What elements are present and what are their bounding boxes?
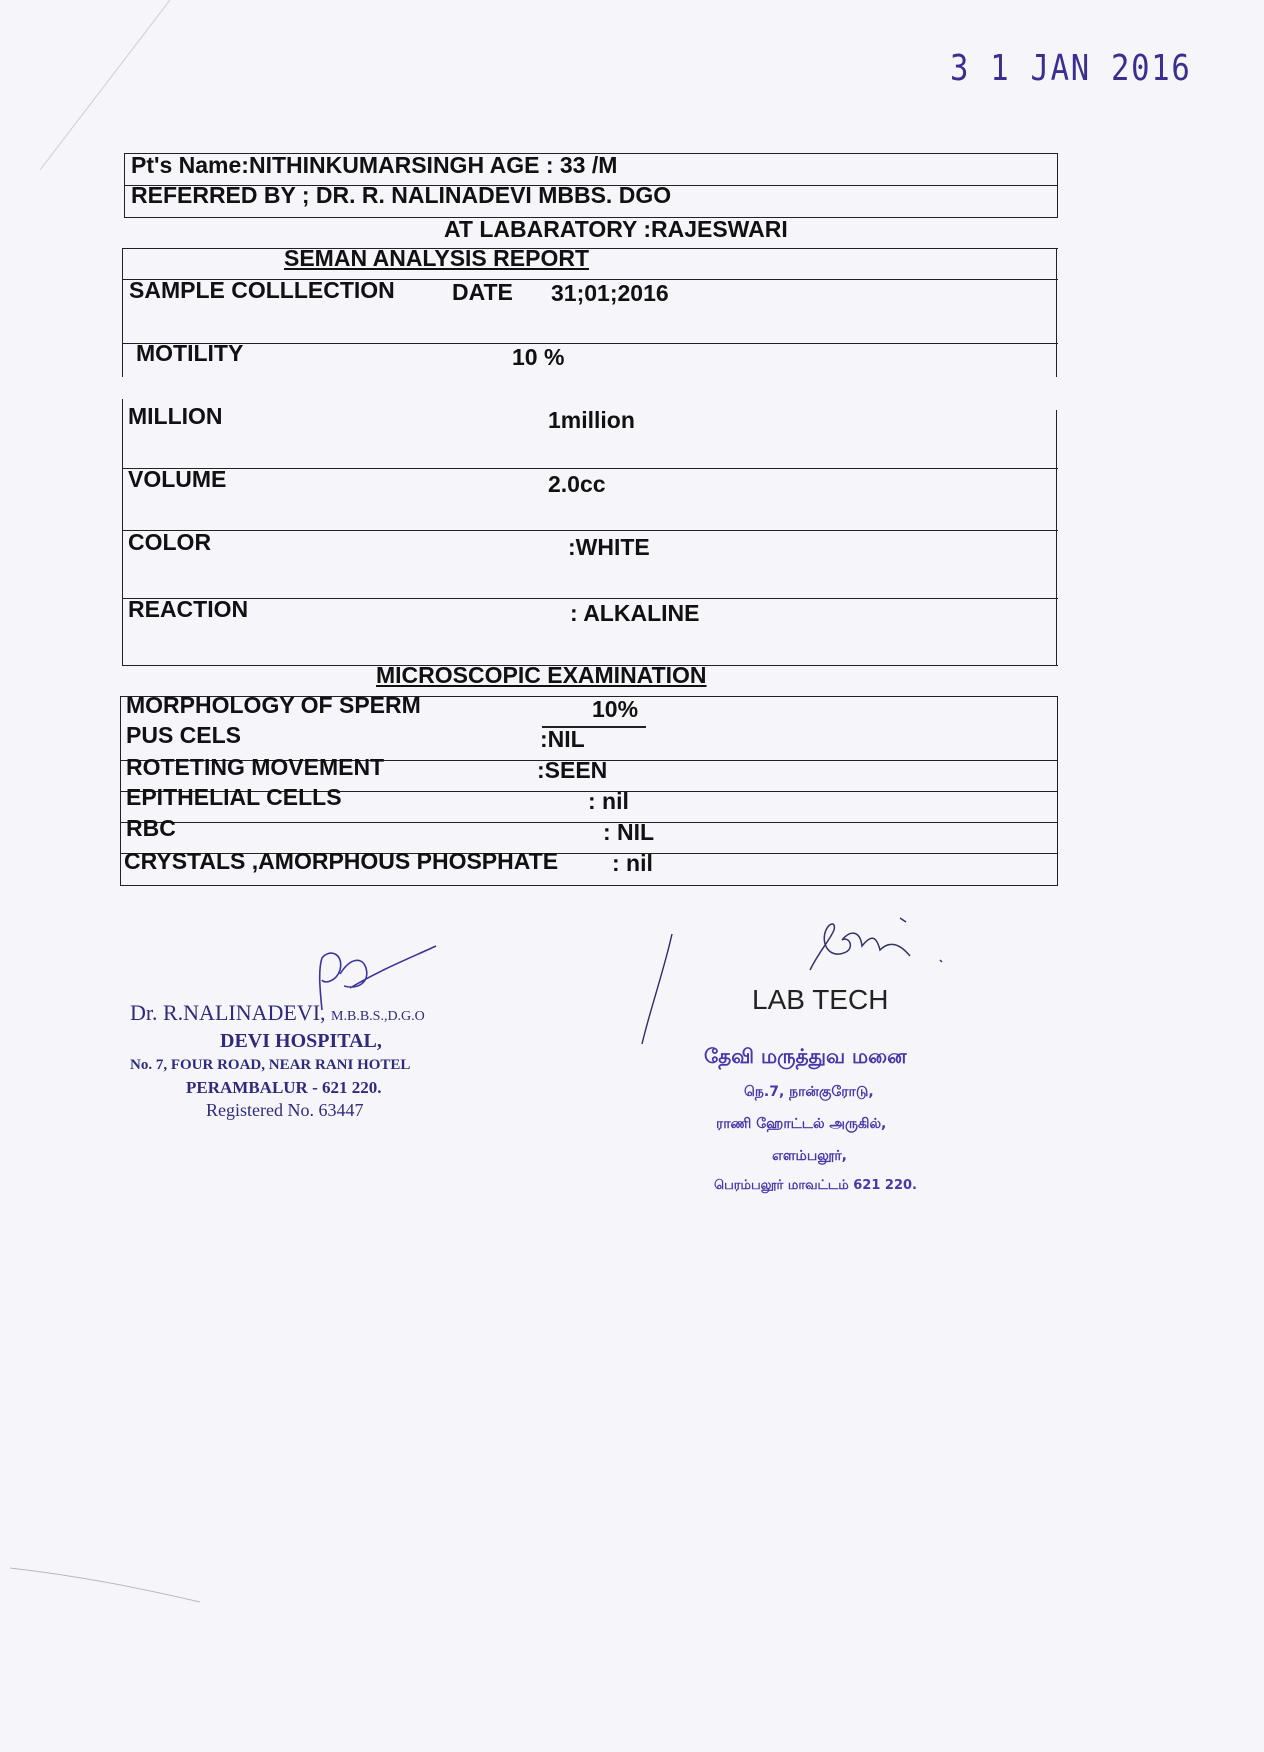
reaction-value: : ALKALINE <box>570 600 700 626</box>
hospital-city: PERAMBALUR - 621 220. <box>186 1078 382 1097</box>
report-title: SEMAN ANALYSIS REPORT <box>284 245 590 271</box>
tamil-hospital-name: தேவி மருத்துவ மனை <box>704 1044 907 1068</box>
rbc-label: RBC <box>126 815 176 841</box>
microscopic-title: MICROSCOPIC EXAMINATION <box>376 662 707 688</box>
tamil-address-line4: பெரம்பலூர் மாவட்டம் 621 220. <box>714 1178 917 1193</box>
sample-date-value: 31;01;2016 <box>551 280 669 306</box>
morphology-label: MORPHOLOGY OF SPERM <box>126 692 421 718</box>
pus-cells-value: :NIL <box>540 726 585 752</box>
doctor-degree: M.B.B.S.,D.G.O <box>331 1009 425 1024</box>
rotating-movement-label: ROTETING MOVEMENT <box>126 754 385 780</box>
volume-label: VOLUME <box>128 466 227 492</box>
rbc-value: : NIL <box>603 819 655 845</box>
tamil-address-line1: நெ.7, நான்குரோடு, <box>744 1084 874 1100</box>
rotating-movement-value: :SEEN <box>537 757 608 783</box>
motility-value: 10 % <box>512 344 565 370</box>
registration-number: Registered No. 63447 <box>206 1100 364 1120</box>
crystals-value: : nil <box>612 850 653 876</box>
hospital-address: No. 7, FOUR ROAD, NEAR RANI HOTEL <box>130 1057 411 1073</box>
epithelial-cells-value: : nil <box>588 788 629 814</box>
sample-date-label: DATE <box>452 279 513 305</box>
million-label: MILLION <box>128 403 223 429</box>
tamil-address-line3: எளம்பலூர், <box>772 1148 848 1164</box>
motility-label: MOTILITY <box>136 340 244 366</box>
lab-tech-label: LAB TECH <box>752 984 889 1015</box>
million-value: 1million <box>548 407 635 433</box>
pen-stroke <box>630 930 680 1050</box>
crystals-label: CRYSTALS ,AMORPHOUS PHOSPHATE <box>124 848 559 874</box>
color-label: COLOR <box>128 529 212 555</box>
patient-name-age: Pt's Name:NITHINKUMARSINGH AGE : 33 /M <box>131 152 618 178</box>
doctor-stamp <box>130 1000 425 1026</box>
scan-fold-mark <box>0 0 200 200</box>
color-value: :WHITE <box>568 534 650 560</box>
lab-tech-signature <box>790 900 970 990</box>
received-date-stamp: 3 1 JAN 2016 <box>950 48 1192 89</box>
volume-value: 2.0cc <box>548 471 606 497</box>
laboratory-name: AT LABARATORY :RAJESWARI <box>444 216 788 242</box>
doctor-name: Dr. R.NALINADEVI, <box>130 1000 326 1025</box>
reaction-label: REACTION <box>128 596 249 622</box>
referred-by: REFERRED BY ; DR. R. NALINADEVI MBBS. DGO <box>131 182 672 208</box>
sample-collection-label: SAMPLE COLLLECTION <box>129 277 395 303</box>
tamil-address-line2: ராணி ஹோட்டல் அருகில், <box>716 1116 887 1132</box>
morphology-value: 10% <box>592 696 639 722</box>
hospital-name: DEVI HOSPITAL, <box>220 1030 382 1052</box>
scan-edge-mark <box>0 1550 220 1610</box>
epithelial-cells-label: EPITHELIAL CELLS <box>126 784 342 810</box>
pus-cells-label: PUS CELS <box>126 722 242 748</box>
